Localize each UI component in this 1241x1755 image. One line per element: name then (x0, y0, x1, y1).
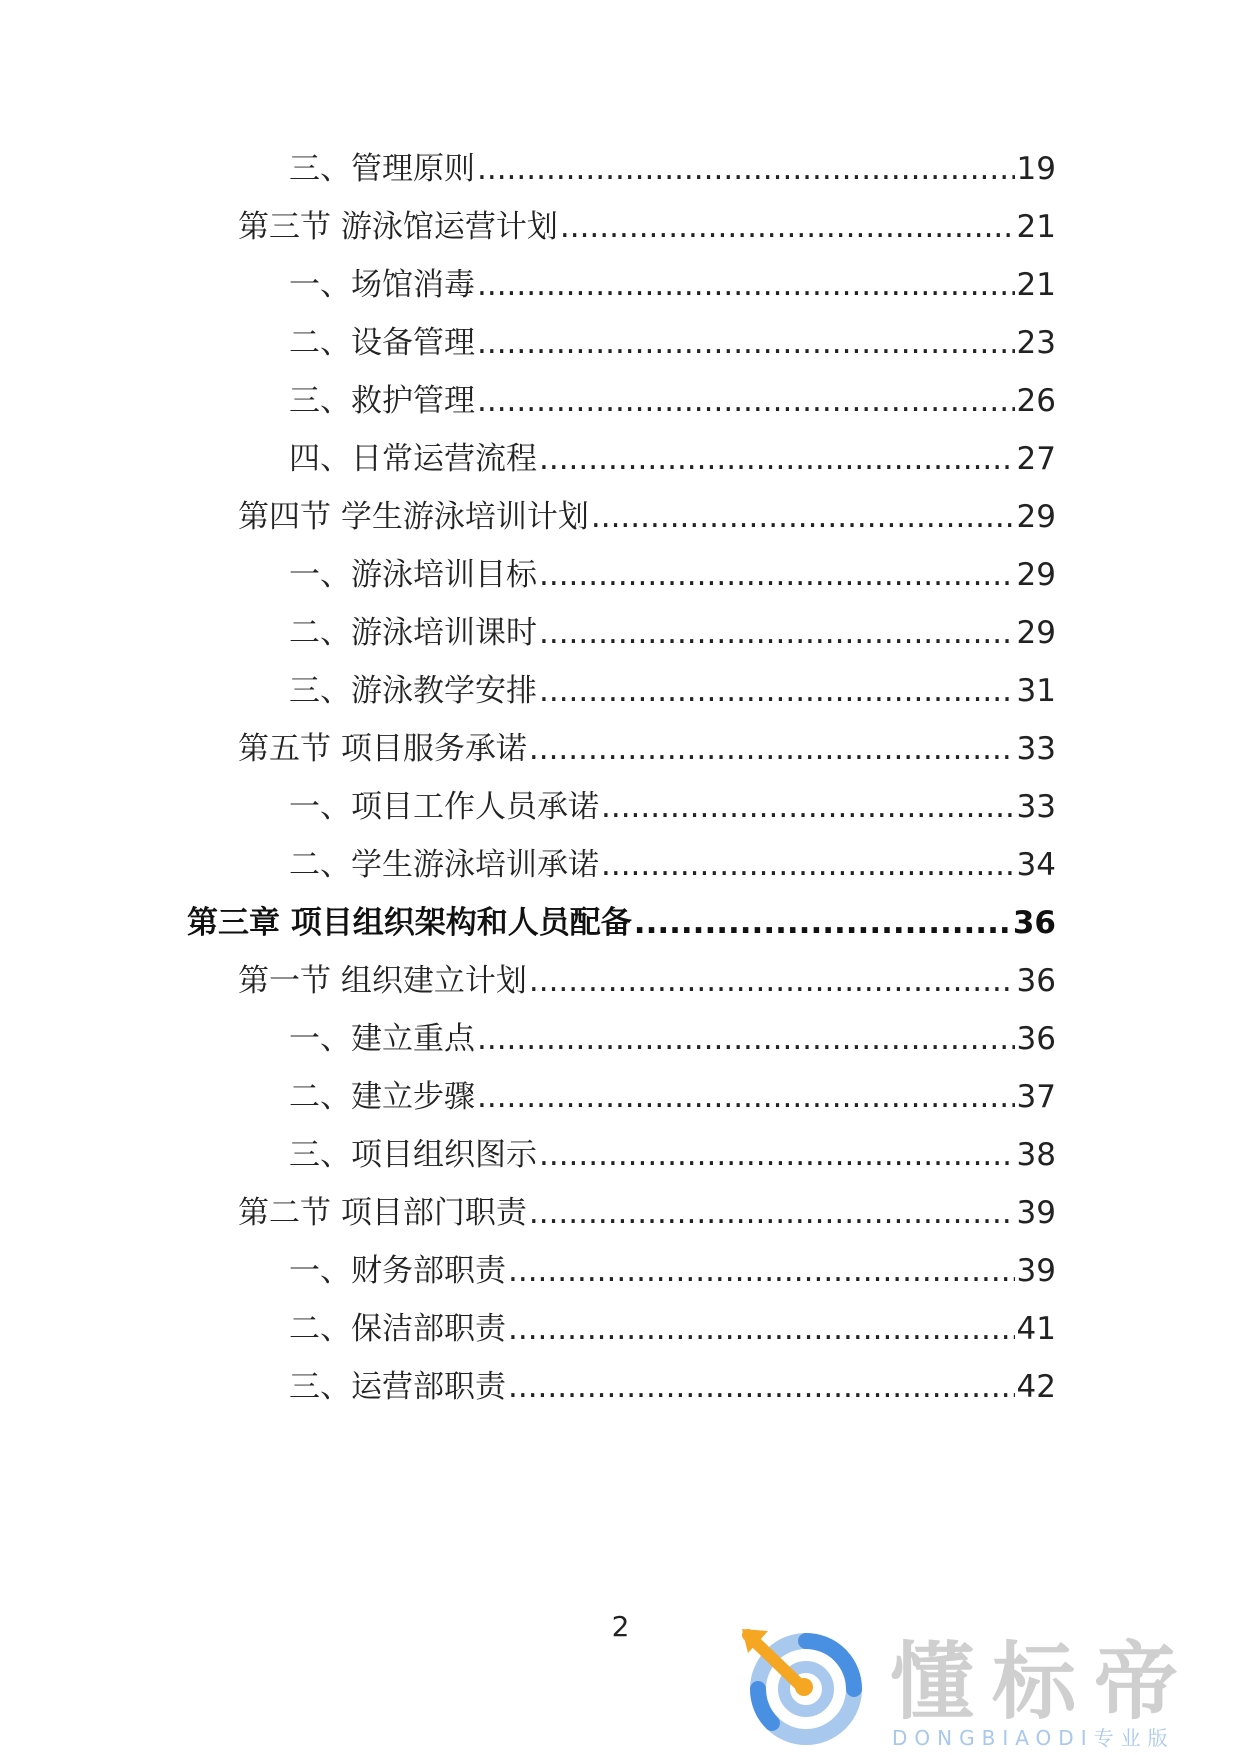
toc-entry-title: 二、游泳培训课时 (289, 615, 537, 651)
toc-entry-page: 33 (1016, 731, 1056, 767)
toc-dot-leader (508, 1361, 1015, 1413)
toc-entry-page: 31 (1016, 673, 1056, 709)
toc-entry[interactable] (238, 1187, 1056, 1239)
watermark-pinyin: DONGBIAODI (892, 1726, 1094, 1750)
toc-entry-title: 三、运营部职责 (289, 1369, 506, 1405)
target-logo-icon (740, 1625, 870, 1755)
toc-dot-leader (539, 665, 1015, 717)
toc-entry-page: 39 (1016, 1195, 1056, 1231)
toc-entry-page: 29 (1016, 557, 1056, 593)
toc-entry-title: 四、日常运营流程 (289, 441, 537, 477)
toc-entry-page: 41 (1016, 1311, 1056, 1347)
toc-entry-title: 第四节 学生游泳培训计划 (238, 499, 589, 535)
toc-entry[interactable] (238, 491, 1056, 543)
toc-dot-leader (601, 781, 1015, 833)
toc-entry-title: 第一节 组织建立计划 (238, 963, 527, 999)
toc-dot-leader (508, 1245, 1015, 1297)
toc-entry-page: 21 (1016, 267, 1056, 303)
toc-entry-title: 一、建立重点 (289, 1021, 475, 1057)
toc-entry-page: 39 (1016, 1253, 1056, 1289)
toc-entry-page: 26 (1016, 383, 1056, 419)
toc-entry[interactable] (289, 317, 1056, 369)
watermark-brand-name: 懂标帝 (890, 1633, 1197, 1731)
toc-entry-title: 三、管理原则 (289, 151, 475, 187)
toc-dot-leader (477, 317, 1015, 369)
toc-entry-title: 二、设备管理 (289, 325, 475, 361)
toc-dot-leader (529, 955, 1015, 1007)
watermark (740, 1625, 1220, 1750)
toc-dot-leader (601, 839, 1015, 891)
toc-entry[interactable] (289, 1071, 1056, 1123)
toc-entry-title: 第三章 项目组织架构和人员配备 (187, 905, 632, 941)
toc-entry-page: 42 (1016, 1369, 1056, 1405)
toc-entry-page: 38 (1016, 1137, 1056, 1173)
toc-entry-title: 一、项目工作人员承诺 (289, 789, 599, 825)
toc-dot-leader (591, 491, 1015, 543)
toc-dot-leader (539, 549, 1015, 601)
toc-entry[interactable] (289, 259, 1056, 311)
toc-entry[interactable] (289, 1361, 1056, 1413)
toc-entry-title: 第三节 游泳馆运营计划 (238, 209, 558, 245)
toc-dot-leader (529, 723, 1015, 775)
toc-entry[interactable] (289, 1303, 1056, 1355)
toc-entry[interactable] (289, 549, 1056, 601)
toc-entry-title: 一、财务部职责 (289, 1253, 506, 1289)
toc-entry[interactable] (289, 1245, 1056, 1297)
toc-dot-leader (634, 897, 1011, 949)
toc-entry[interactable] (289, 143, 1056, 195)
toc-entry[interactable] (289, 607, 1056, 659)
toc-dot-leader (560, 201, 1015, 253)
toc-entry[interactable] (289, 781, 1056, 833)
toc-dot-leader (539, 607, 1015, 659)
toc-entry[interactable] (238, 723, 1056, 775)
toc-dot-leader (477, 1071, 1015, 1123)
toc-entry-title: 二、保洁部职责 (289, 1311, 506, 1347)
toc-entry[interactable] (238, 955, 1056, 1007)
page-number: 2 (611, 1610, 630, 1643)
toc-entry[interactable] (289, 1013, 1056, 1065)
toc-entry[interactable] (289, 433, 1056, 485)
toc-entry-page: 21 (1016, 209, 1056, 245)
toc-dot-leader (539, 1129, 1015, 1181)
toc-entry-page: 36 (1016, 963, 1056, 999)
toc-entry-page: 27 (1016, 441, 1056, 477)
toc-entry-title: 一、游泳培训目标 (289, 557, 537, 593)
toc-dot-leader (529, 1187, 1015, 1239)
toc-dot-leader (477, 259, 1015, 311)
toc-dot-leader (508, 1303, 1015, 1355)
toc-entry-title: 一、场馆消毒 (289, 267, 475, 303)
toc-dot-leader (477, 1013, 1015, 1065)
watermark-subtitle (892, 1727, 1175, 1749)
toc-entry-title: 三、项目组织图示 (289, 1137, 537, 1173)
toc-dot-leader (477, 375, 1015, 427)
toc-dot-leader (539, 433, 1015, 485)
toc-entry-title: 二、建立步骤 (289, 1079, 475, 1115)
toc-entry-page: 36 (1012, 905, 1056, 941)
toc-entry[interactable] (289, 839, 1056, 891)
toc-entry-page: 29 (1016, 499, 1056, 535)
toc-entry-title: 第二节 项目部门职责 (238, 1195, 527, 1231)
toc-entry-page: 36 (1016, 1021, 1056, 1057)
toc-chapter-entry[interactable] (187, 897, 1056, 949)
toc-entry-title: 二、学生游泳培训承诺 (289, 847, 599, 883)
toc-entry-page: 23 (1016, 325, 1056, 361)
toc-entry-page: 33 (1016, 789, 1056, 825)
toc-entry[interactable] (238, 201, 1056, 253)
watermark-edition: 专业版 (1093, 1726, 1175, 1750)
toc-entry[interactable] (289, 375, 1056, 427)
toc-entry-page: 34 (1016, 847, 1056, 883)
toc-entry-title: 三、游泳教学安排 (289, 673, 537, 709)
toc-entry-title: 三、救护管理 (289, 383, 475, 419)
toc-entry[interactable] (289, 665, 1056, 717)
toc-entry-title: 第五节 项目服务承诺 (238, 731, 527, 767)
toc-entry-page: 37 (1016, 1079, 1056, 1115)
toc-entry-page: 19 (1016, 151, 1056, 187)
toc-entry[interactable] (289, 1129, 1056, 1181)
toc-entry-page: 29 (1016, 615, 1056, 651)
toc-dot-leader (477, 143, 1015, 195)
